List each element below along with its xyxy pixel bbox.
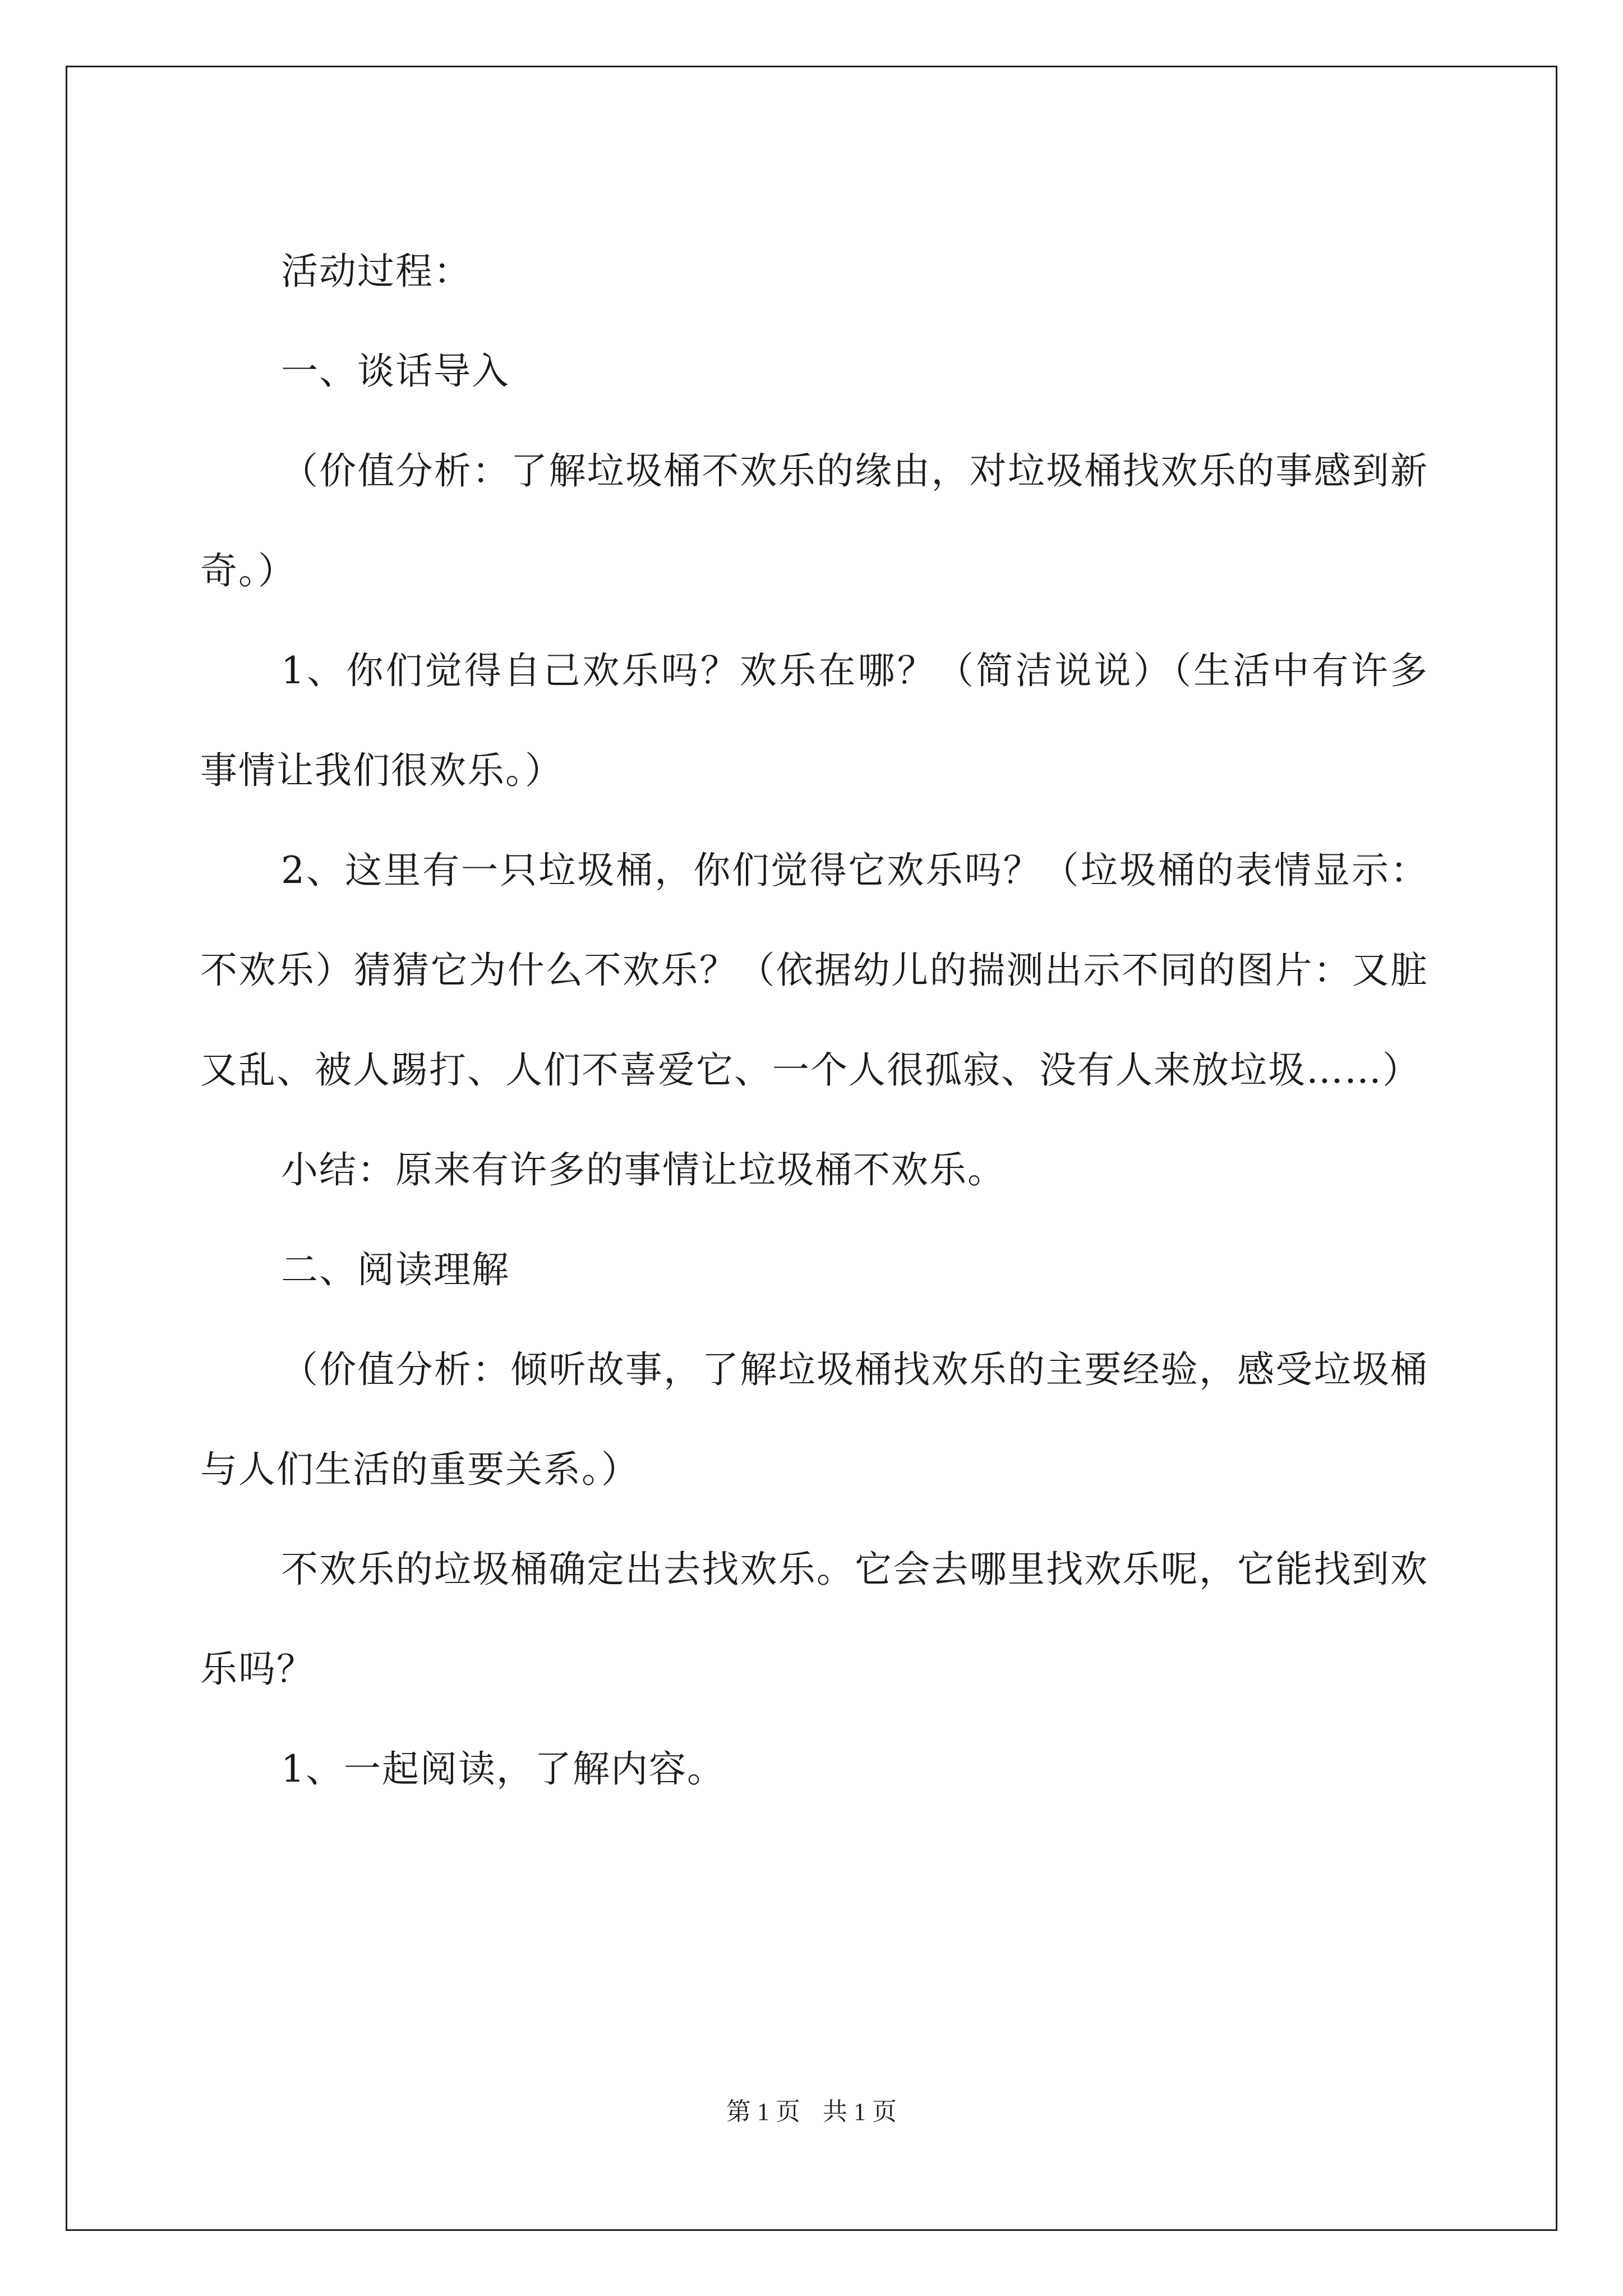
paragraph-item-1: 1、你们觉得自己欢乐吗？欢乐在哪？（简洁说说）（生活中有许多事情让我们很欢乐。） — [200, 649, 1428, 792]
paragraph-value-analysis-1: （价值分析：了解垃圾桶不欢乐的缘由，对垃圾桶找欢乐的事感到新奇。） — [200, 449, 1428, 592]
heading-reading-comprehension: 二、阅读理解 — [281, 1248, 510, 1291]
page-total: 共 1 页 — [823, 2098, 897, 2125]
paragraph-item-read-together: 1、一起阅读，了解内容。 — [281, 1747, 725, 1791]
paragraph-activity-process: 活动过程： — [281, 250, 472, 293]
document-body — [200, 222, 1428, 1819]
paragraph-story-intro: 不欢乐的垃圾桶确定出去找欢乐。它会去哪里找欢乐呢，它能找到欢乐吗？ — [200, 1548, 1428, 1691]
paragraph-value-analysis-2: （价值分析：倾听故事，了解垃圾桶找欢乐的主要经验，感受垃圾桶与人们生活的重要关系。） — [200, 1348, 1428, 1491]
paragraph-item-2: 2、这里有一只垃圾桶，你们觉得它欢乐吗？（垃圾桶的表情显示：不欢乐）猜猜它为什么不欢乐？（依据幼儿的揣测出示不同的图片：又脏又乱、被人踢打、人们不喜爱它、一个人很孤寂、没有人来放垃圾……） — [200, 849, 1428, 1092]
heading-conversation-intro: 一、谈话导入 — [281, 349, 510, 393]
page-number: 第 1 页 — [726, 2098, 800, 2125]
page-footer — [0, 2091, 1623, 2127]
paragraph-summary: 小结：原来有许多的事情让垃圾桶不欢乐。 — [281, 1148, 1006, 1191]
